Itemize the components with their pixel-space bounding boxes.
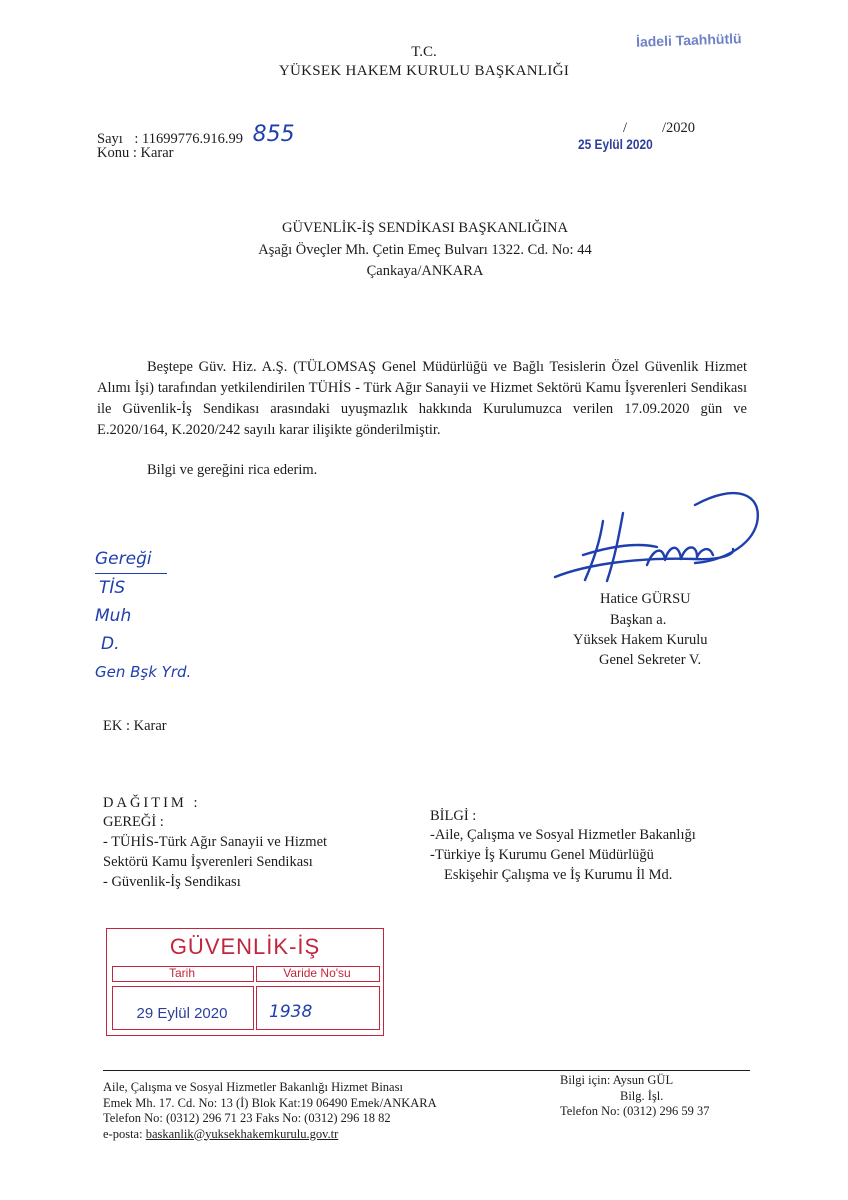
sayi-value: : 11699776.916.99 [134,131,244,147]
bilgi-item-2: -Türkiye İş Kurumu Genel Müdürlüğü [430,847,654,863]
signer-title-3: Genel Sekreter V. [599,652,702,668]
date-stamp: 25 Eylül 2020 [578,136,653,152]
date-year: /2020 [662,120,696,136]
closing-line: Bilgi ve gereğini rica ederim. [147,462,318,478]
footer-address [103,1080,437,1142]
stamp-date-header: Tarih [168,966,195,980]
signer-name: Hatice GÜRSU [600,591,691,607]
body-paragraph: Beştepe Güv. Hiz. A.Ş. (TÜLOMSAŞ Genel Müdürlüğü ve Bağlı Tesislerin Özel Güvenlik Hizmet Alımı İşi) tarafından yetkilendirilen TÜHİS - Türk Ağır Sanayii ve Hizmet Sektörü Kamu İşverenleri Sendikası ile Güvenlik-İş Sendikası arasındaki uyuşmazlık hakkında Kurulumuzca verilen 17.09.2020 gün ve E.2020/164, K.2020/242 sayılı karar ilişikte gönderilmiştir. [97,359,747,438]
footer-address-line-3: Telefon No: (0312) 296 71 23 Faks No: (0312) 296 18 82 [103,1111,391,1125]
gereği-item-1: - TÜHİS-Türk Ağır Sanayii ve Hizmet [103,834,328,850]
bilgi-item-3: Eskişehir Çalışma ve İş Kurumu İl Md. [444,867,673,883]
attachment-line: EK : Karar [103,718,167,734]
bilgi-label: BİLGİ : [430,808,477,824]
handwritten-note [95,545,191,686]
date-slash: / [623,120,628,136]
footer-info-line-1: Bilgi için: Aysun GÜL [560,1073,674,1087]
note-line-tis: TİS [99,578,126,598]
footer-address-line-1: Aile, Çalışma ve Sosyal Hizmetler Bakanlığı Hizmet Binası [103,1080,403,1094]
footer-email-label: e-posta: [103,1126,146,1141]
header-institution: YÜKSEK HAKEM KURULU BAŞKANLIĞI [278,63,570,79]
registered-mail-stamp: İadeli Taahhütlü [635,30,742,50]
subject-line: Konu : Karar [97,145,174,161]
footer-info-line-3: Telefon No: (0312) 296 59 37 [560,1104,710,1118]
signer-title-2: Yüksek Hakem Kurulu [573,632,708,648]
gereği-item-2: Sektörü Kamu İşverenleri Sendikası [103,854,313,870]
note-line-muh: Muh [95,606,132,626]
bilgi-item-1: -Aile, Çalışma ve Sosyal Hizmetler Bakanlığı [430,827,696,843]
sayi-handwritten: 855 [252,122,295,147]
footer-contact [560,1073,709,1120]
footer-email-link[interactable]: baskanlik@yuksekhakemkurulu.gov.tr [145,1126,339,1141]
header-tc: T.C. [411,44,437,60]
signature-scribble [545,485,775,595]
footer-rule [103,1070,750,1071]
stamp-title: GÜVENLİK-İŞ [169,934,321,959]
footer-email-line [103,1127,437,1143]
note-line-d: D. [101,634,120,654]
receipt-stamp [106,928,384,1036]
signer-title-1: Başkan a. [610,612,667,628]
note-line-gerei: Gereği [95,545,167,574]
gereği-label: GEREĞİ : [103,814,164,830]
sayi-label: Sayı [97,131,123,147]
recipient-name: GÜVENLİK-İŞ SENDİKASI BAŞKANLIĞINA [282,220,568,236]
footer-info-line-2: Bilg. İşl. [620,1088,664,1103]
distribution-heading: DAĞITIM : [103,795,201,811]
stamp-date-value: 29 Eylül 2020 [136,1005,228,1022]
stamp-number-header: Varide No'su [283,966,351,980]
note-line-gen: Gen Bşk Yrd. [95,663,192,681]
footer-address-line-2: Emek Mh. 17. Cd. No: 13 (İ) Blok Kat:19 06490 Emek/ANKARA [103,1095,437,1110]
gereği-item-3: - Güvenlik-İş Sendikası [103,874,241,890]
recipient-address: Aşağı Öveçler Mh. Çetin Emeç Bulvarı 1322. Cd. No: 44 [258,242,592,258]
recipient-city: Çankaya/ANKARA [366,263,484,279]
stamp-number-value: 1938 [269,1002,313,1022]
